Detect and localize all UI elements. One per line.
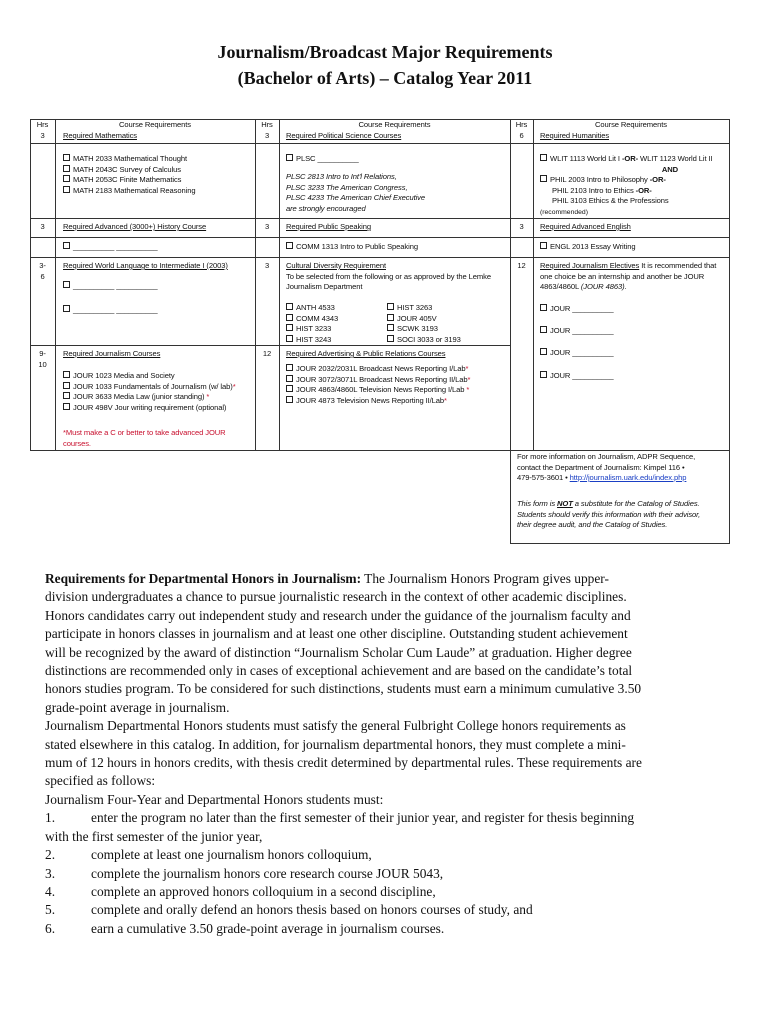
grade-note: *Must make a C or better to take advanced JOUR courses. [63,428,226,448]
checkbox[interactable] [387,324,394,331]
contact-info: For more information on Journalism, ADPR Sequence, contact the Department of Journalism: Kimpel 116 • 479-575-3601 • http://journalism.uark.edu/index.php [517,452,696,482]
electives-hrs: 12 [517,261,526,270]
math-label: Required Mathematics [63,131,137,140]
department-link[interactable]: http://journalism.uark.edu/index.php [569,473,687,482]
checkbox[interactable] [63,175,70,182]
diversity-col1: ANTH 4533 COMM 4343 HIST 3233 HIST 3243 [286,303,338,345]
electives-section: Required Journalism Electives It is recommended that one choice be an internship and another be JOUR 4863/4860L (JOUR 4863). [540,261,717,291]
course-header: Course Requirements [119,120,191,129]
diversity-col2: HIST 3263 JOUR 405V SCWK 3193 SOCI 3033 or 3193 [387,303,461,345]
checkbox[interactable] [540,175,547,182]
math-hrs: 3 [40,131,45,140]
english-label: Required Advanced English [540,222,631,231]
disclaimer: This form is NOT a substitute for the Catalog of Studies. Students should verify this information with their advisor, their degree audit, and the Catalog of Studies. [517,499,701,529]
checkbox[interactable] [540,348,547,355]
checkbox[interactable] [286,396,293,403]
checkbox[interactable] [387,303,394,310]
checkbox[interactable] [540,242,547,249]
polisci-label: Required Political Science Courses [286,131,402,140]
checkbox[interactable] [540,304,547,311]
list-item: 1. enter the program no later than the first semester of their junior year, and register for thesis beginning [45,810,635,826]
checkbox[interactable] [387,314,394,321]
english-hrs: 3 [519,222,524,231]
language-label: Required World Language to Intermediate I (2003) [63,261,228,270]
checkbox[interactable] [63,403,70,410]
checkbox[interactable] [63,371,70,378]
journalism-options: JOUR 1023 Media and Society JOUR 1033 Fundamentals of Journalism (w/ lab)* JOUR 3633 Media Law (junior standing) * JOUR 498V Jour writing requirement (optional) [63,371,236,413]
language-blank: __________ __________ [63,305,157,316]
checkbox[interactable] [286,375,293,382]
hrs-header: Hrs [515,120,528,129]
list-item: 4. complete an approved honors colloquium in a second discipline, [45,883,436,899]
humanities-label: Required Humanities [540,131,610,140]
list-item: with the first semester of the junior year, [45,828,263,844]
list-item: 6. earn a cumulative 3.50 grade-point average in journalism courses. [45,920,445,936]
checkbox[interactable] [286,303,293,310]
checkbox[interactable] [63,165,70,172]
humanities-hrs: 6 [519,131,524,140]
history-hrs: 3 [40,222,45,231]
honors-heading: Requirements for Departmental Honors in Journalism: [45,571,362,586]
hrs-header: Hrs [261,120,273,129]
list-item: 2. complete at least one journalism honors colloquium, [45,847,372,863]
journalism-hrs: 9- 10 [38,349,47,369]
advertising-options: JOUR 2032/2031L Broadcast News Reporting I/Lab* JOUR 3072/3071L Broadcast News Reporting II/Lab* JOUR 4863/4860L Television News Reporting I/Lab * JOUR 4873 Television News Reporting II/Lab* [286,364,470,406]
checkbox[interactable] [63,242,70,249]
math-options: MATH 2033 Mathematical Thought MATH 2043C Survey of Calculus MATH 2053C Finite Mathematics MATH 2183 Mathematical Reasoning [63,154,195,196]
speaking-item: COMM 1313 Intro to Public Speaking [286,242,418,253]
checkbox[interactable] [286,242,293,249]
polisci-suggestions: PLSC 2813 Intro to Int'l Relations, PLSC 3233 The American Congress, PLSC 4233 The American Chief Executive are strongly encouraged [286,172,426,213]
checkbox[interactable] [286,364,293,371]
humanities-options: WLIT 1113 World Lit I -OR- WLIT 1123 World Lit II AND PHIL 2003 Intro to Philosophy -OR- PHIL 2103 Intro to Ethics -OR- PHIL 3103 Ethics & the Professions [540,154,726,207]
english-item: ENGL 2013 Essay Writing [540,242,636,253]
checkbox[interactable] [63,382,70,389]
page-subtitle: (Bachelor of Arts) – Catalog Year 2011 [237,68,533,88]
polisci-blank: PLSC __________ [286,154,359,165]
polisci-hrs: 3 [264,131,270,140]
speaking-label: Required Public Speaking [286,222,371,231]
checkbox[interactable] [540,154,547,161]
checkbox[interactable] [286,314,293,321]
diversity-section: Cultural Diversity Requirement To be selected from the following or as approved by the Lemke Journalism Department [286,261,491,291]
language-blank: __________ __________ [63,281,157,292]
elective-blank: JOUR __________ [540,304,614,315]
hrs-header: Hrs [36,120,49,129]
course-header: Course Requirements [595,120,667,129]
checkbox[interactable] [63,281,70,288]
page-title: Journalism/Broadcast Major Requirements [217,42,553,62]
checkbox[interactable] [286,154,293,161]
checkbox[interactable] [540,371,547,378]
list-item: 3. complete the journalism honors core research course JOUR 5043, [45,865,444,881]
elective-blank: JOUR __________ [540,371,614,382]
history-label: Required Advanced (3000+) History Course [63,222,207,231]
checkbox[interactable] [286,385,293,392]
advertising-label: Required Advertising & Public Relations Courses [286,349,446,358]
honors-section: Requirements for Departmental Honors in Journalism: The Journalism Honors Program gives upper- division undergraduates a chance to pursue journalistic research in the context of other academic disciplines. Honors candidates carry out independent study and research under the guidance of the journalism faculty and participate in honors classes in journalism and at least one other discipline. Outstanding student achievement will be recognized by the award of distinction “Journalism Scholar Cum Laude” at graduation. Higher degree distinctions are recommended only in cases of exceptional achievement and are based on the candidate’s total honors studies program. To be considered for such distinctions, students must earn a minimum cumulative 3.50 grade-point average in journalism. Journalism Departmental Honors students must satisfy the general Fulbright College honors requirements as stated elsewhere in this catalog. In addition, for journalism departmental honors, they must complete a mini- mum of 12 hours in honors credits, with thesis credit determined by departmental rules. These requirements are specified as follows: Journalism Four-Year and Departmental Honors students must: 1. enter the program no later than the first semester of their junior year, and register for thesis beginning with the first semester of the junior year, 2. complete at least one journalism honors colloquium, 3. complete the journalism honors core research course JOUR 5043, 4. complete an approved honors colloquium in a second discipline, 5. complete and orally defend an honors thesis based on honors courses of study, and 6. earn a cumulative 3.50 grade-point average in journalism courses. [45,570,725,938]
checkbox[interactable] [286,335,293,342]
language-hrs: 3- 6 [39,261,46,281]
elective-blank: JOUR __________ [540,326,614,337]
checkbox[interactable] [286,324,293,331]
checkbox[interactable] [63,154,70,161]
elective-blank: JOUR __________ [540,348,614,359]
course-header: Course Requirements [358,120,431,129]
checkbox[interactable] [540,326,547,333]
recommended-note: (recommended) [540,209,588,216]
checkbox[interactable] [63,186,70,193]
list-item: 5. complete and orally defend an honors thesis based on honors courses of study, and [45,902,533,918]
history-blank: __________ __________ [63,242,157,253]
checkbox[interactable] [387,335,394,342]
checkbox[interactable] [63,305,70,312]
advertising-hrs: 12 [262,349,272,358]
diversity-hrs: 3 [264,261,270,270]
journalism-label: Required Journalism Courses [63,349,161,358]
checkbox[interactable] [63,392,70,399]
speaking-hrs: 3 [264,222,270,231]
